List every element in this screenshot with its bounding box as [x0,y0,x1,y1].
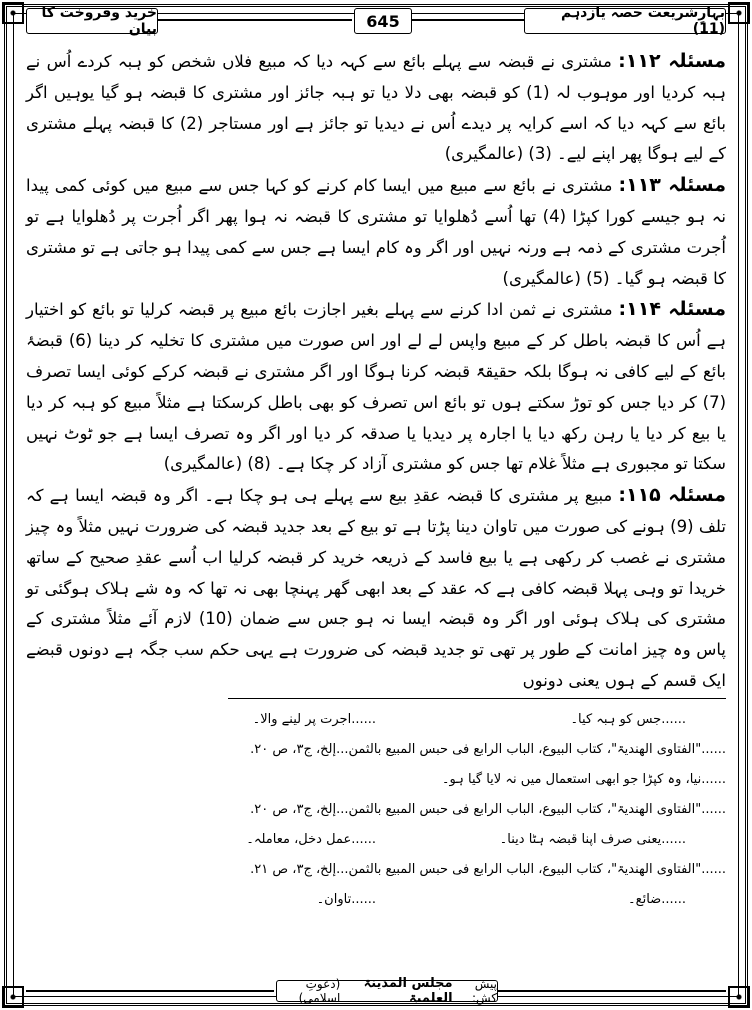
corner-ornament-icon [2,2,24,24]
masla-text: مشتری نے ثمن ادا کرنے سے پہلے بغیر اجازت بائع مبیع پر قبضہ کرلیا تو بائع کو اختیار ہے اُس کا قبضہ باطل کر کے مبیع واپس لے لے اور اس صورت میں مشتری کا تخلیہ کر دینا (6) قبضۂ بائع کے لیے کافی نہ ہوگا بلکہ حقیقۃً قبضہ کرنا ہوگا اور اگر مشتری نے قبضہ کرکے کوئی ایسا تصرف (7) کر دیا جس کو توڑ سکتے ہوں تو بائع اس تصرف کو بھی باطل کرسکتا ہے مثلاً مبیع کو ہبہ کر دیا یا بیع کر دیا یا رہن رکھ دیا یا اجارہ پر دیدیا یا صدقہ کر دیا اور اگر وہ تصرف ایسا ہے جو ٹوٹ نہیں سکتا تو مجبوری ہے مثلاً غلام تھا جس کو مشتری آزاد کر چکا ہے۔ (8) (عالمگیری) [26,300,727,474]
masla-text: مبیع پر مشتری کا قبضہ عقدِ بیع سے پہلے ہی ہو چکا ہے۔ اگر وہ قبضہ ایسا ہے کہ تلف (9) ہونے کی صورت میں تاوان دینا پڑتا ہے تو بیع کے بعد جدید قبضہ کی ضرورت نہیں مثلاً وہ چیز مشتری نے غصب کر رکھی ہے یا بیع فاسد کے ذریعہ خرید کر قبضہ کرلیا اب اُسے عقدِ صحیح کے ساتھ خریدا تو وہی پہلا قبضہ کافی ہے کہ عقد کے بعد ابھی گھر پہنچا بھی نہ تھا کہ وہ شے ہلاک ہوگئی تو مشتری کی ہلاک ہوئی اور اگر وہ قبضہ ایسا نہ ہو جس سے ضمان (10) لازم آئے مثلاً مشتری کے پاس وہ چیز امانت کے طور پر تھی تو جدید قبضہ کی ضرورت ہے یہی حکم سب جگہ ہے دونوں قبضے ایک قسم کے ہوں یعنی دونوں [26,486,726,690]
corner-ornament-icon [2,986,24,1008]
page-number: 645 [354,8,412,34]
publisher-credit [276,976,498,1006]
footnote-2: ......اجرت پر لینے والا۔ [252,712,376,727]
publisher-name: مجلس المدینۃ العلمیۃ [363,976,453,1006]
footer-divider [26,990,274,992]
masla-112 [26,46,726,170]
masla-text: مشتری نے بائع سے مبیع میں ایسا کام کرنے کو کہا جس سے مبیع میں کوئی کمی پیدا نہ ہو جیسے کورا کپڑا (4) تھا اُسے دُھلوایا تو مشتری کا قبضہ نہ ہوا پھر اگر اُجرت پر دُھلوایا ہے تو اُجرت مشتری کے ذمہ ہے ورنہ نہیں اور اگر وہ کام ایسا ہے جس سے کمی پیدا ہو جاتی ہے تو مشتری کا قبضہ ہو گیا۔ (5) (عالمگیری) [26,176,727,288]
footnote-3: ......"الفتاوی الھندیۃ"، کتاب البیوع، الباب الرابع فی حبس المبیع بالثمن...إلخ، ج۳، ص ۲۰. [250,742,726,757]
header-divider [412,19,524,21]
masla-113 [26,170,726,294]
page-footer [26,978,726,1004]
corner-ornament-icon [728,986,750,1008]
footer-divider [498,990,726,992]
footnote-1: ......جس کو ہبہ کیا۔ [570,712,686,727]
presented-by-label: پیش کش: [471,977,497,1005]
footnote-10: ......تاوان۔ [316,892,376,907]
masla-115 [26,480,726,697]
masla-114 [26,294,726,480]
masla-label: مسئلہ ۱۱۴: [618,298,727,321]
footnote-4: ......نیا، وہ کپڑا جو ابھی استعمال میں نہ لایا گیا ہو۔ [441,772,726,787]
footnote-separator [228,698,726,699]
masla-label: مسئلہ ۱۱۳: [618,174,727,197]
main-text [26,46,726,697]
masla-label: مسئلہ ۱۱۵: [618,484,726,507]
chapter-title: خرید وفروخت کا بیان [26,8,158,34]
book-title: بہارِشریعت حصہ یازدہم (11) [524,8,726,34]
page-header [26,5,726,37]
footnote-7: ......عمل دخل، معاملہ۔ [246,832,376,847]
header-divider [158,19,352,21]
masla-label: مسئلہ ۱۱۲: [618,50,726,72]
corner-ornament-icon [728,2,750,24]
footnote-8: ......"الفتاوی الھندیۃ"، کتاب البیوع، الباب الرابع فی حبس المبیع بالثمن...إلخ، ج۳، ص ۲۱. [250,862,726,877]
footnote-6: ......یعنی صرف اپنا قبضہ ہٹا دینا۔ [499,832,686,847]
footnote-9: ......ضائع۔ [628,892,686,907]
publisher-org: (دعوتِ اسلامی) [298,977,341,1005]
masla-text: مشتری نے قبضہ سے پہلے بائع سے کہہ دیا کہ مبیع فلاں شخص کو ہبہ کردے اُس نے ہبہ کردیا اور موہوب لہ (1) کو قبضہ بھی دلا دیا تو ہبہ جائز اور مشتری کا قبضہ ہو گیا یوہیں اگر بائع سے کہہ دیا کہ اسے کرایہ پر دیدے اُس نے دیدیا تو جائز ہے اور مستاجر (2) کا قبضہ پہلے مشتری کے لیے ہوگا پھر اپنے لیے۔ (3) (عالمگیری) [26,52,726,164]
footnote-5: ......"الفتاوی الھندیۃ"، کتاب البیوع، الباب الرابع فی حبس المبیع بالثمن...إلخ، ج۳، ص ۲۰. [250,802,726,817]
